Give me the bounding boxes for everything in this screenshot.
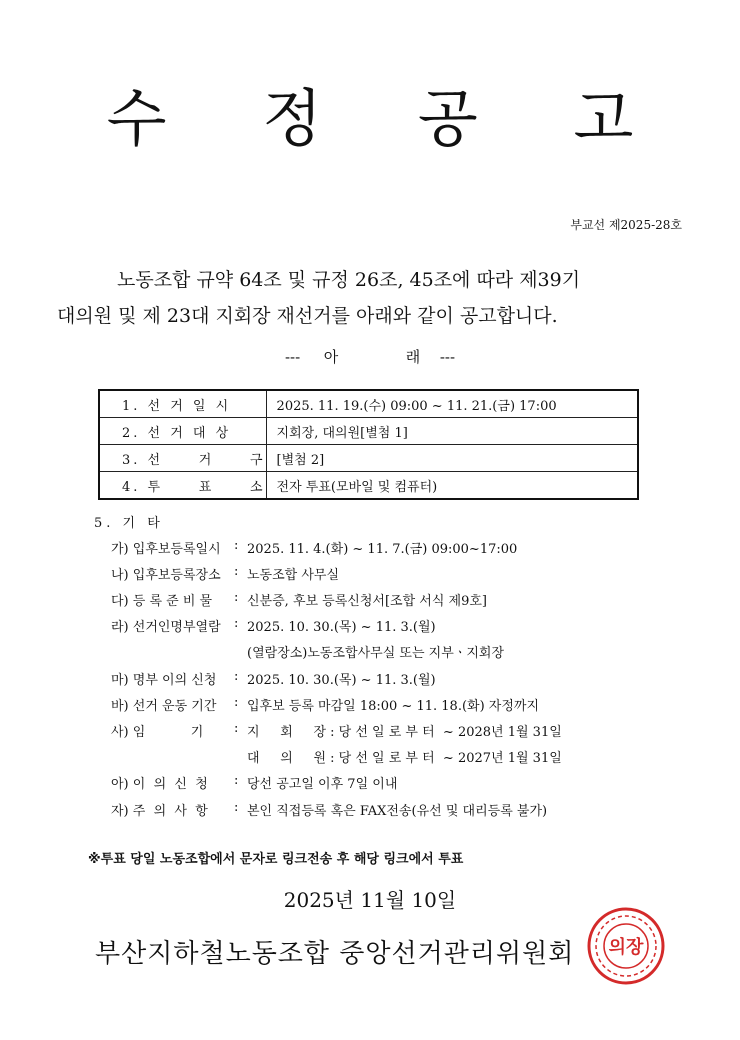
seal-text: 의장 xyxy=(608,937,644,958)
table-row xyxy=(99,418,638,445)
etc-label: 아) 이 의 신 청 xyxy=(111,777,208,792)
etc-label: 마) 명부 이의 신청 xyxy=(111,673,217,688)
etc-heading: 5. 기 타 xyxy=(94,516,164,531)
etc-colon: : xyxy=(234,669,239,684)
schedule-value: 지회장, 대의원[별첨 1] xyxy=(266,418,638,445)
etc-value: 2025. 10. 30.(목) ~ 11. 3.(월) xyxy=(247,620,436,635)
election-schedule-table xyxy=(98,389,639,500)
announcement-date: 2025년 11월 10일 xyxy=(283,888,457,912)
etc-value: 입후보 등록 마감일 18:00 ~ 11. 18.(화) 자정까지 xyxy=(247,699,540,714)
term-second: 대 의 원 : 당 선 일 로 부 터 ~ 2027년 1월 31일 xyxy=(247,751,562,766)
etc-label: 나) 입후보등록장소 xyxy=(111,568,221,583)
etc-colon: : xyxy=(234,564,239,579)
table-row xyxy=(99,472,638,500)
official-seal-icon xyxy=(586,906,666,986)
schedule-label: 3. 선 거 구 xyxy=(99,445,266,472)
document-title: 수 정 공 고 xyxy=(106,82,672,155)
organization-name: 부산지하철노동조합 중앙선거관리위원회 xyxy=(95,939,575,969)
etc-colon: : xyxy=(234,538,239,553)
etc-value: 당선 공고일 이후 7일 이내 xyxy=(247,777,398,792)
intro-line-2: 대의원 및 제 23대 지회장 재선거를 아래와 같이 공고합니다. xyxy=(57,305,558,327)
document-number: 부교선 제2025-28호 xyxy=(570,218,682,232)
schedule-value: 2025. 11. 19.(수) 09:00 ~ 11. 21.(금) 17:00 xyxy=(266,390,638,418)
etc-colon: : xyxy=(234,721,239,736)
schedule-value: [별첨 2] xyxy=(266,445,638,472)
etc-label: 라) 선거인명부열람 xyxy=(111,620,221,635)
etc-colon: : xyxy=(234,695,239,710)
separator-char-b: 래 xyxy=(405,348,421,366)
separator-heading xyxy=(0,346,740,367)
schedule-label: 2. 선 거 대 상 xyxy=(99,418,266,445)
intro-line-1: 노동조합 규약 64조 및 규정 26조, 45조에 따라 제39기 xyxy=(117,269,581,291)
etc-colon: : xyxy=(234,773,239,788)
separator-char-a: 아 xyxy=(323,348,339,366)
etc-label: 가) 입후보등록일시 xyxy=(111,542,221,557)
viewing-place: (열람장소)노동조합사무실 또는 지부ㆍ지회장 xyxy=(247,646,505,661)
table-row xyxy=(99,390,638,418)
schedule-label: 4. 투 표 소 xyxy=(99,472,266,500)
separator-right: --- xyxy=(439,348,456,366)
etc-label: 사) 임 기 xyxy=(111,725,204,740)
etc-value: 신분증, 후보 등록신청서[조합 서식 제9호] xyxy=(247,594,488,609)
etc-colon: : xyxy=(234,800,239,815)
table-row xyxy=(99,445,638,472)
etc-colon: : xyxy=(234,616,239,631)
etc-value: 본인 직접등록 혹은 FAX전송(유선 및 대리등록 불가) xyxy=(247,804,548,819)
etc-value: 2025. 10. 30.(목) ~ 11. 3.(월) xyxy=(247,673,436,688)
etc-colon: : xyxy=(234,590,239,605)
schedule-label: 1. 선 거 일 시 xyxy=(99,390,266,418)
etc-value: 2025. 11. 4.(화) ~ 11. 7.(금) 09:00~17:00 xyxy=(247,542,518,557)
etc-label: 자) 주 의 사 항 xyxy=(111,804,208,819)
voting-notice: ※투표 당일 노동조합에서 문자로 링크전송 후 해당 링크에서 투표 xyxy=(88,852,464,867)
schedule-value: 전자 투표(모바일 및 컴퓨터) xyxy=(266,472,638,500)
separator-left: --- xyxy=(284,348,301,366)
etc-label: 바) 선거 운동 기간 xyxy=(111,699,217,714)
etc-label: 다) 등 록 준 비 물 xyxy=(111,594,213,609)
etc-value: 지 회 장 : 당 선 일 로 부 터 ~ 2028년 1월 31일 xyxy=(247,725,562,740)
etc-value: 노동조합 사무실 xyxy=(247,568,340,583)
